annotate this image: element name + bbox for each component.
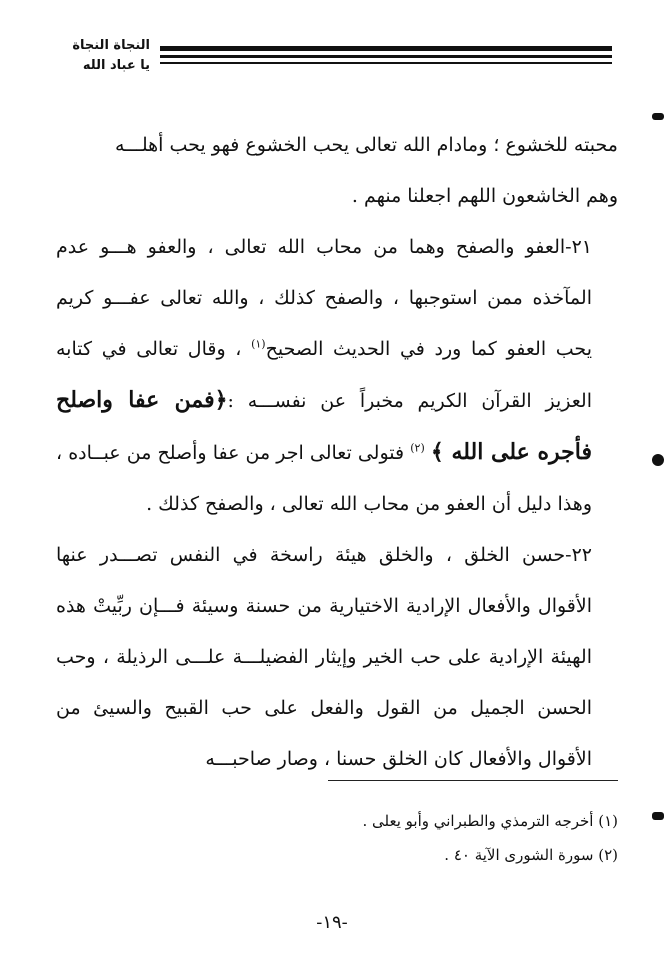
scan-edge-mark xyxy=(652,113,664,120)
paragraph-item-21 xyxy=(56,222,618,530)
footnote-ref-1: (١) xyxy=(251,337,266,351)
body-line-2: وهم الخاشعون اللهم اجعلنا منهم . xyxy=(351,185,618,207)
page-number: -١٩- xyxy=(316,912,348,933)
paragraph-item-22: ٢٢-حسن الخلق ، والخلق هيئة راسخة في النفس تصـــدر عنها الأقوال والأفعال الإرادية الاختيارية من حسنة وسيئة فـــإن ربِّيتْ هذه الهيئة الإرادية على حب الخير وإيثار الفضيلـــة علـــى الرذيلة ، وحب الحسن الجميل من القول والفعل على حب القبيح والسيئ من الأقوال والأفعال كان الخلق حسنا ، وصار صاحبـــه xyxy=(56,544,592,770)
header-title-line2: يا عباد الله xyxy=(82,58,150,73)
item21-text-a: ٢١-العفو والصفح وهما من محاب الله تعالى ، والعفو هـــو عدم المآخذه ممن استوجبها ، والصفح كذلك ، والله تعالى عفـــو كريم يحب العفو كما ورد في الحديث الصحيح xyxy=(56,236,592,360)
header-title-line1: النجاة النجاة xyxy=(72,38,150,53)
main-text xyxy=(56,120,618,785)
header-rule-thin xyxy=(160,62,612,64)
header-rule-thick xyxy=(160,46,612,51)
footnote-2: (٢) سورة الشورى الآية ٤٠ . xyxy=(444,846,618,864)
footnotes xyxy=(56,804,618,872)
item21-text-c: فتولى تعالى اجر من عفا وأصلح من عبــاده ، وهذا دليل أن العفو من محاب الله تعالى ، والصفح كذلك . xyxy=(56,442,592,515)
header-rule-medium xyxy=(160,55,612,58)
body-line-1: محبته للخشوع ؛ ومادام الله تعالى يحب الخشوع فهو يحب أهلـــه xyxy=(114,134,618,156)
scan-edge-mark xyxy=(652,454,664,466)
footnote-1: (١) أخرجه الترمذي والطبراني وأبو يعلى . xyxy=(362,812,618,830)
footnote-separator xyxy=(328,780,618,781)
running-header xyxy=(40,36,150,76)
footnote-ref-2: (٢) xyxy=(410,441,425,455)
scan-edge-mark xyxy=(652,812,664,820)
quran-verse: ﴿فمن عفا واصلح فأجره على الله ﴾ xyxy=(56,387,593,465)
item21-text-b: ، وقال تعالى في كتابه العزيز القرآن الكريم مخبراً عن نفســـه : xyxy=(56,338,592,412)
